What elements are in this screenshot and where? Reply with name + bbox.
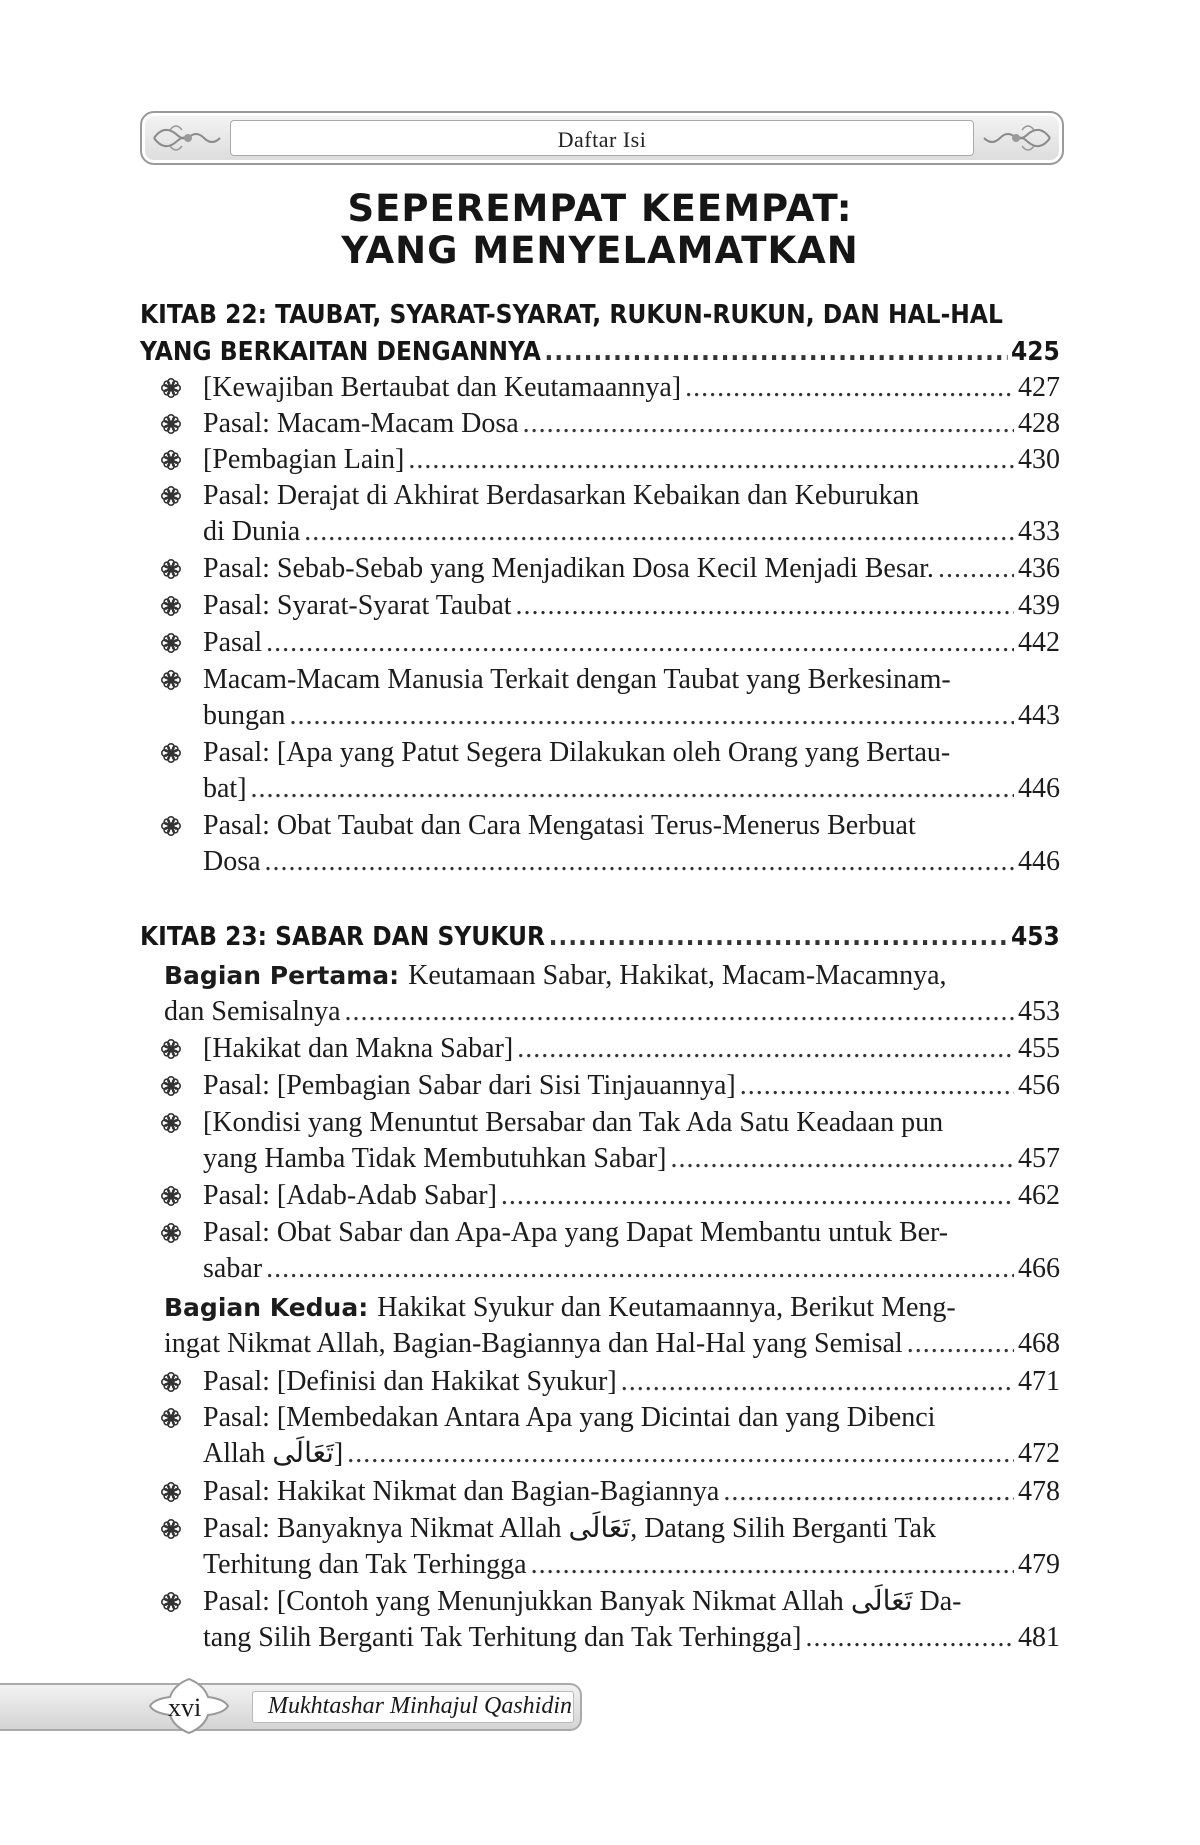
section-page: 453: [1018, 996, 1060, 1027]
toc-entry[interactable]: [140, 735, 1060, 807]
toc-entry[interactable]: [140, 406, 1060, 442]
toc-entry[interactable]: [140, 1031, 1060, 1067]
flower-bullet-icon: [161, 1519, 181, 1539]
toc-entry[interactable]: [140, 625, 1060, 661]
dot-leader: [251, 771, 1014, 807]
section-page: 468: [1018, 1328, 1060, 1359]
part-title-line1: SEPEREMPAT KEEMPAT:: [347, 187, 853, 230]
flower-bullet-icon: [161, 816, 181, 836]
entry-title-line2: bat]: [203, 773, 247, 804]
entry-page: 457: [1018, 1143, 1060, 1174]
flower-bullet-icon: [161, 1076, 181, 1096]
section-label: Bagian Pertama:: [164, 961, 400, 990]
dot-leader: [265, 844, 1014, 880]
entry-page: 443: [1018, 700, 1060, 731]
flower-bullet-icon: [161, 633, 181, 653]
flower-bullet-icon: [161, 414, 181, 434]
toc-entry[interactable]: [140, 370, 1060, 406]
entry-title-line1: Macam-Macam Manusia Terkait dengan Taubat yang Berkesinam-: [203, 664, 951, 695]
toc-entry[interactable]: [140, 478, 1060, 550]
flower-bullet-icon: [161, 486, 181, 506]
dot-leader: [304, 514, 1014, 550]
entry-title-line2: yang Hamba Tidak Membutuhkan Sabar]: [203, 1143, 667, 1174]
entry-title-line1: [Kondisi yang Menuntut Bersabar dan Tak Ada Satu Keadaan pun: [203, 1107, 944, 1138]
entry-page: 481: [1018, 1622, 1060, 1653]
dot-leader: [531, 1547, 1014, 1583]
toc-entry[interactable]: [140, 1178, 1060, 1214]
entry-page: 446: [1018, 846, 1060, 877]
dot-leader: [266, 625, 1014, 661]
entry-title-line1: Pasal: Derajat di Akhirat Berdasarkan Kebaikan dan Keburukan: [203, 480, 920, 511]
entry-title: Pasal: Syarat-Syarat Taubat: [203, 590, 512, 621]
book-22-heading[interactable]: [140, 297, 1060, 371]
toc-entry[interactable]: [140, 1105, 1060, 1177]
entry-title: [Hakikat dan Makna Sabar]: [203, 1033, 514, 1064]
entry-title-line2: Allah تَعَالَى]: [203, 1438, 344, 1469]
entry-page: 478: [1018, 1476, 1060, 1507]
toc-entry[interactable]: [140, 1364, 1060, 1400]
entry-title-line2: di Dunia: [203, 516, 301, 547]
entry-title: Pasal: [Adab-Adab Sabar]: [203, 1180, 497, 1211]
dot-leader: [723, 1474, 1014, 1510]
toc-entry[interactable]: [140, 1511, 1060, 1583]
header-title: Daftar Isi: [557, 127, 647, 152]
entry-title-line1: Pasal: Banyaknya Nikmat Allah تَعَالَى, Datang Silih Berganti Tak: [203, 1513, 936, 1544]
entry-page: 442: [1018, 627, 1060, 658]
entry-page: 456: [1018, 1070, 1060, 1101]
flower-bullet-icon: [161, 1408, 181, 1428]
entry-title-line1: Pasal: Obat Taubat dan Cara Mengatasi Terus-Menerus Berbuat: [203, 810, 916, 841]
entry-page: 479: [1018, 1549, 1060, 1580]
toc-entry[interactable]: [140, 1584, 1060, 1656]
entry-page: 439: [1018, 590, 1060, 621]
entry-title-line1: Pasal: Obat Sabar dan Apa-Apa yang Dapat Membantu untuk Ber-: [203, 1217, 949, 1248]
dot-leader: [517, 1031, 1014, 1067]
entry-title-line2: Terhitung dan Tak Terhingga: [203, 1549, 527, 1580]
toc-entry[interactable]: [140, 808, 1060, 880]
toc-entry[interactable]: [140, 662, 1060, 734]
ornament-right-icon: [982, 120, 1052, 156]
section-title-line1: Keutamaan Sabar, Hakikat, Macam-Macamnya,: [408, 960, 947, 991]
flower-bullet-icon: [161, 1372, 181, 1392]
dot-leader: [907, 1326, 1014, 1362]
page-number: xvi: [168, 1693, 202, 1722]
entry-page: 446: [1018, 773, 1060, 804]
entry-title-line2: Dosa: [203, 846, 261, 877]
toc-entry[interactable]: [140, 551, 1060, 587]
section-entry-bagian-pertama[interactable]: [140, 958, 1060, 1030]
dot-leader: [938, 551, 1014, 587]
entry-page: 472: [1018, 1438, 1060, 1469]
dot-leader: [501, 1178, 1014, 1214]
dot-leader: [671, 1141, 1015, 1177]
entry-title: Pasal: Macam-Macam Dosa: [203, 408, 519, 439]
flower-bullet-icon: [161, 378, 181, 398]
flower-bullet-icon: [161, 596, 181, 616]
dot-leader: [345, 994, 1014, 1030]
entry-page: 436: [1018, 553, 1060, 584]
flower-bullet-icon: [161, 1223, 181, 1243]
toc-entry[interactable]: [140, 442, 1060, 478]
book-23-title: KITAB 23: SABAR DAN SYUKUR: [140, 922, 546, 952]
entry-page: 430: [1018, 444, 1060, 475]
entry-title-line2: sabar: [203, 1253, 263, 1284]
footer-book-title: Mukhtashar Minhajul Qashidin: [268, 1693, 572, 1719]
running-header: [140, 111, 1064, 165]
dot-leader: [523, 406, 1014, 442]
flower-bullet-icon: [161, 743, 181, 763]
flower-bullet-icon: [161, 559, 181, 579]
section-title-line2: ingat Nikmat Allah, Bagian-Bagiannya dan Hal-Hal yang Semisal: [164, 1328, 903, 1359]
section-label: Bagian Kedua:: [164, 1293, 369, 1322]
flower-bullet-icon: [161, 1186, 181, 1206]
entry-title: Pasal: [Definisi dan Hakikat Syukur]: [203, 1366, 617, 1397]
dot-leader: [740, 1068, 1014, 1104]
dot-leader: [805, 1620, 1014, 1656]
entry-title-line2: bungan: [203, 700, 286, 731]
flower-bullet-icon: [161, 670, 181, 690]
flower-bullet-icon: [161, 450, 181, 470]
entry-page: 455: [1018, 1033, 1060, 1064]
running-footer: [0, 1683, 582, 1731]
dot-leader: [621, 1364, 1014, 1400]
entry-title: [Kewajiban Bertaubat dan Keutamaannya]: [203, 372, 682, 403]
dot-leader: [347, 1436, 1014, 1472]
section-title-line1: Hakikat Syukur dan Keutamaannya, Berikut Meng-: [377, 1292, 956, 1323]
book-22-title-line1: KITAB 22: TAUBAT, SYARAT-SYARAT, RUKUN-RUKUN, DAN HAL-HAL: [140, 300, 1003, 330]
entry-page: 471: [1018, 1366, 1060, 1397]
entry-page: 427: [1018, 372, 1060, 403]
flower-bullet-icon: [161, 1592, 181, 1612]
dot-leader: [289, 698, 1014, 734]
entry-page: 462: [1018, 1180, 1060, 1211]
section-entry-bagian-kedua[interactable]: [140, 1290, 1060, 1362]
entry-title-line1: Pasal: [Apa yang Patut Segera Dilakukan oleh Orang yang Bertau-: [203, 737, 951, 768]
entry-title-line1: Pasal: [Membedakan Antara Apa yang Dicintai dan yang Dibenci: [203, 1402, 936, 1433]
entry-title: Pasal: [203, 627, 263, 658]
entry-title-line1: Pasal: [Contoh yang Menunjukkan Banyak Nikmat Allah تَعَالَى Da-: [203, 1586, 962, 1617]
dot-leader: [544, 334, 1007, 371]
entry-title-line2: tang Silih Berganti Tak Terhitung dan Tak Terhingga]: [203, 1622, 802, 1653]
entry-page: 433: [1018, 516, 1060, 547]
toc-entry[interactable]: [140, 1474, 1060, 1510]
entry-page: 428: [1018, 408, 1060, 439]
toc-entry[interactable]: [140, 1215, 1060, 1287]
part-title-line2: YANG MENYELAMATKAN: [341, 229, 859, 272]
dot-leader: [685, 370, 1014, 406]
section-title-line2: dan Semisalnya: [164, 996, 341, 1027]
book-23-heading[interactable]: [140, 919, 1060, 956]
flower-bullet-icon: [161, 1113, 181, 1133]
toc-entry[interactable]: [140, 1400, 1060, 1472]
flower-bullet-icon: [161, 1039, 181, 1059]
book-22-title-line2: YANG BERKAITAN DENGANNYA: [140, 337, 541, 367]
entry-title: Pasal: [Pembagian Sabar dari Sisi Tinjauannya]: [203, 1070, 736, 1101]
dot-leader: [549, 919, 1008, 956]
entry-page: 466: [1018, 1253, 1060, 1284]
flower-bullet-icon: [161, 1482, 181, 1502]
dot-leader: [408, 442, 1014, 478]
entry-title: [Pembagian Lain]: [203, 444, 405, 475]
entry-title: Pasal: Sebab-Sebab yang Menjadikan Dosa Kecil Menjadi Besar.: [203, 553, 934, 584]
dot-leader: [266, 1251, 1014, 1287]
entry-title: Pasal: Hakikat Nikmat dan Bagian-Bagiannya: [203, 1476, 720, 1507]
toc-entry[interactable]: [140, 1068, 1060, 1104]
dot-leader: [516, 588, 1014, 624]
toc-entry[interactable]: [140, 588, 1060, 624]
book-22-page: 425: [1010, 337, 1060, 367]
book-23-page: 453: [1010, 922, 1060, 952]
